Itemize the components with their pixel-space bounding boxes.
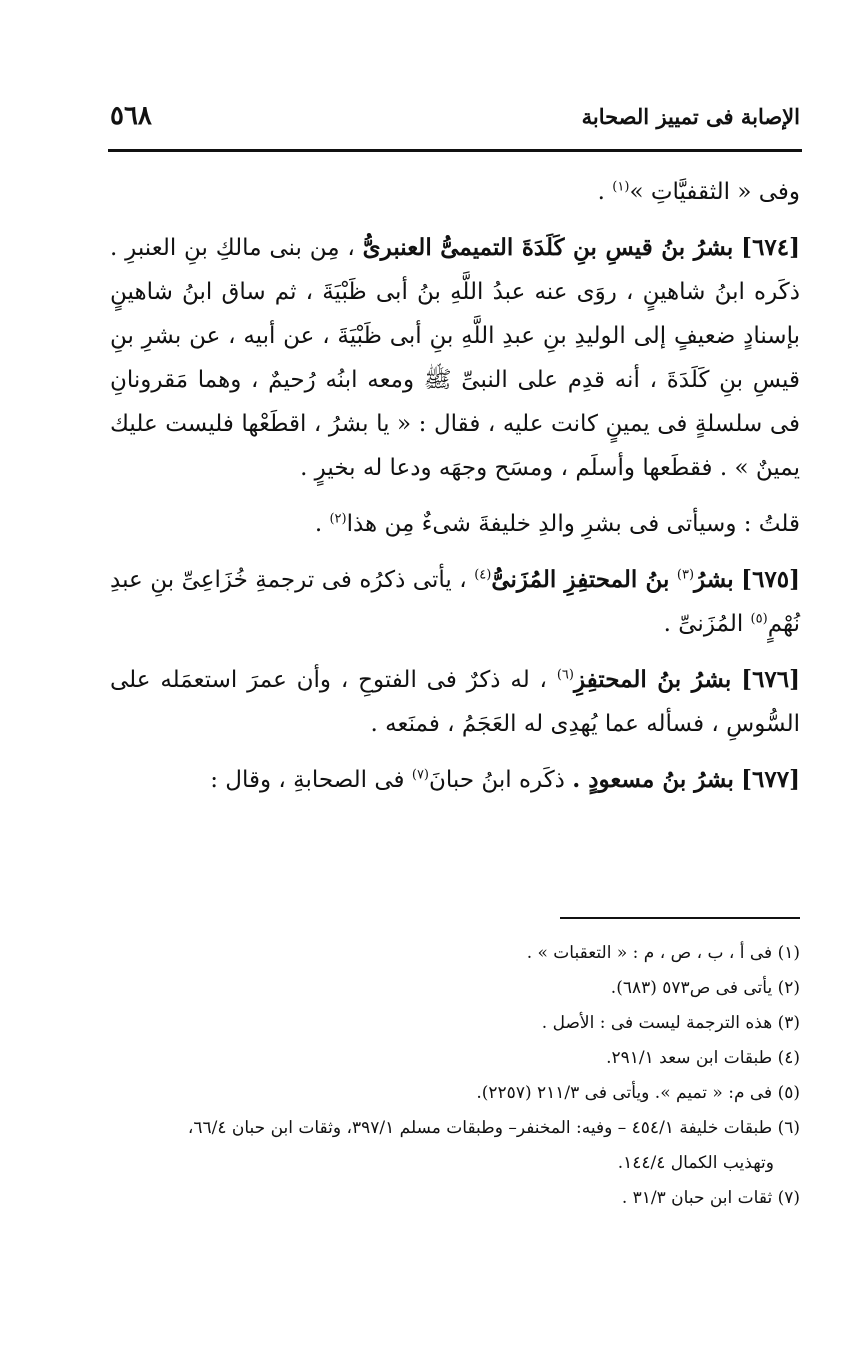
footnote-ref-3: (٣) [676,567,695,583]
footnotes [110,936,800,1216]
footnote: (٢) يأتى فى ص٥٧٣ (٦٨٣). [610,978,800,998]
footnote-ref-2: (٢) [329,511,347,527]
entry-text-end: فى الصحابةِ ، وقال : [210,767,405,793]
page-header [110,96,800,136]
entry-number: [٦٧٥] [741,566,801,593]
entry-name: بشرُ بنُ المحتفِزِ [573,666,732,693]
footnote-ref-6: (٦) [556,667,574,683]
footnote: (٤) طبقات ابن سعد ٢٩١/١. [606,1048,800,1068]
qult-note [110,502,800,546]
running-title: الإصابة فى تمييز الصحابة [581,103,800,129]
entry-number: [٦٧٤] [741,234,801,261]
opening-end: . [597,179,605,205]
footnote-continuation: وتهذيب الكمال ١٤٤/٤. [617,1153,774,1173]
entry-674 [110,226,800,490]
entry-number: [٦٧٦] [741,666,801,693]
footnote: (٦) طبقات خليفة ٤٥٤/١ – وفيه: المخنفر– وطبقات مسلم ٣٩٧/١، وثقات ابن حبان ٦٦/٤، [187,1118,800,1138]
entry-text: ذكَره ابنُ حبانَ [429,767,565,793]
opening-line [110,170,800,214]
entry-name-part: بشرُ [694,566,734,593]
entry-text: ، مِن بنى مالكِ بنِ العنبرِ . ذكَره ابنُ شاهينٍ ، روَى عنه عبدُ اللَّهِ بنُ أبى ظَبْيَةَ ، ثم ساق ابنُ شاهينٍ بإسنادٍ ضعيفٍ إلى الوليدِ بنِ عبدِ اللَّهِ بنِ أبى ظَبْيَةَ ، عن أبيه ، عن بشرِ بنِ قيسِ بنِ كَلَدَةَ ، أنه قدِم على النبىِّ ﷺ ومعه ابنُه رُحيمٌ ، وهما مَقرونانِ فى سلسلةٍ فى يمينٍ كانت عليه ، فقال : « يا بشرُ ، اقطَعْها فليست عليك يمينٌ » . فقطَعها وأسلَم ، ومسَح وجهَه ودعا له بخيرٍ . [110,235,800,481]
entry-675 [110,558,800,646]
footnote-ref-1: (١) [612,179,630,195]
footnote-ref-5: (٥) [750,611,768,627]
footnote-ref-4: (٤) [474,567,492,583]
page-number: ٥٦٨ [110,101,152,131]
qult-text: قلتُ : وسيأتى فى بشرِ والدِ خليفةَ شىءٌ مِن هذا [346,511,800,537]
footnote: (٧) ثقات ابن حبان ٣١/٣ . [621,1188,800,1208]
entry-text: ، يأتى ذكرُه فى ترجمةِ خُزَاعِىِّ بنِ عبدِ نُهْمٍ [110,567,800,637]
entry-name-part: بنُ المحتفِزِ المُزَنىُّ [491,566,670,593]
footnote: (٣) هذه الترجمة ليست فى : الأصل . [541,1013,800,1033]
footnote-ref-7: (٧) [411,767,429,783]
main-text [110,170,800,814]
footnote-rule [560,917,800,919]
entry-677 [110,758,800,802]
footnote: (١) فى أ ، ب ، ص ، م : « التعقبات » . [526,943,800,963]
entry-676 [110,658,800,746]
entry-name: بشرُ بنُ مسعودٍ . [572,766,734,793]
entry-name: بشرُ بنُ قيسِ بنِ كَلَدَةَ التميمىُّ العنبرىُّ [362,234,734,261]
qult-end: . [314,511,323,537]
header-rule [108,149,802,152]
entry-text-end: المُزَنىِّ . [663,611,744,637]
opening-text: وفى « الثقفيَّاتِ » [629,179,800,205]
entry-number: [٦٧٧] [741,766,800,793]
footnote: (٥) فى م: « تميم ». ويأتى فى ٢١١/٣ (٢٢٥٧). [476,1083,800,1103]
entry-text: ، له ذكرٌ فى الفتوحِ ، وأن عمرَ استعمَله على السُّوسِ ، فسأله عما يُهدِى له العَجَمُ ، فمنَعه . [110,667,800,737]
